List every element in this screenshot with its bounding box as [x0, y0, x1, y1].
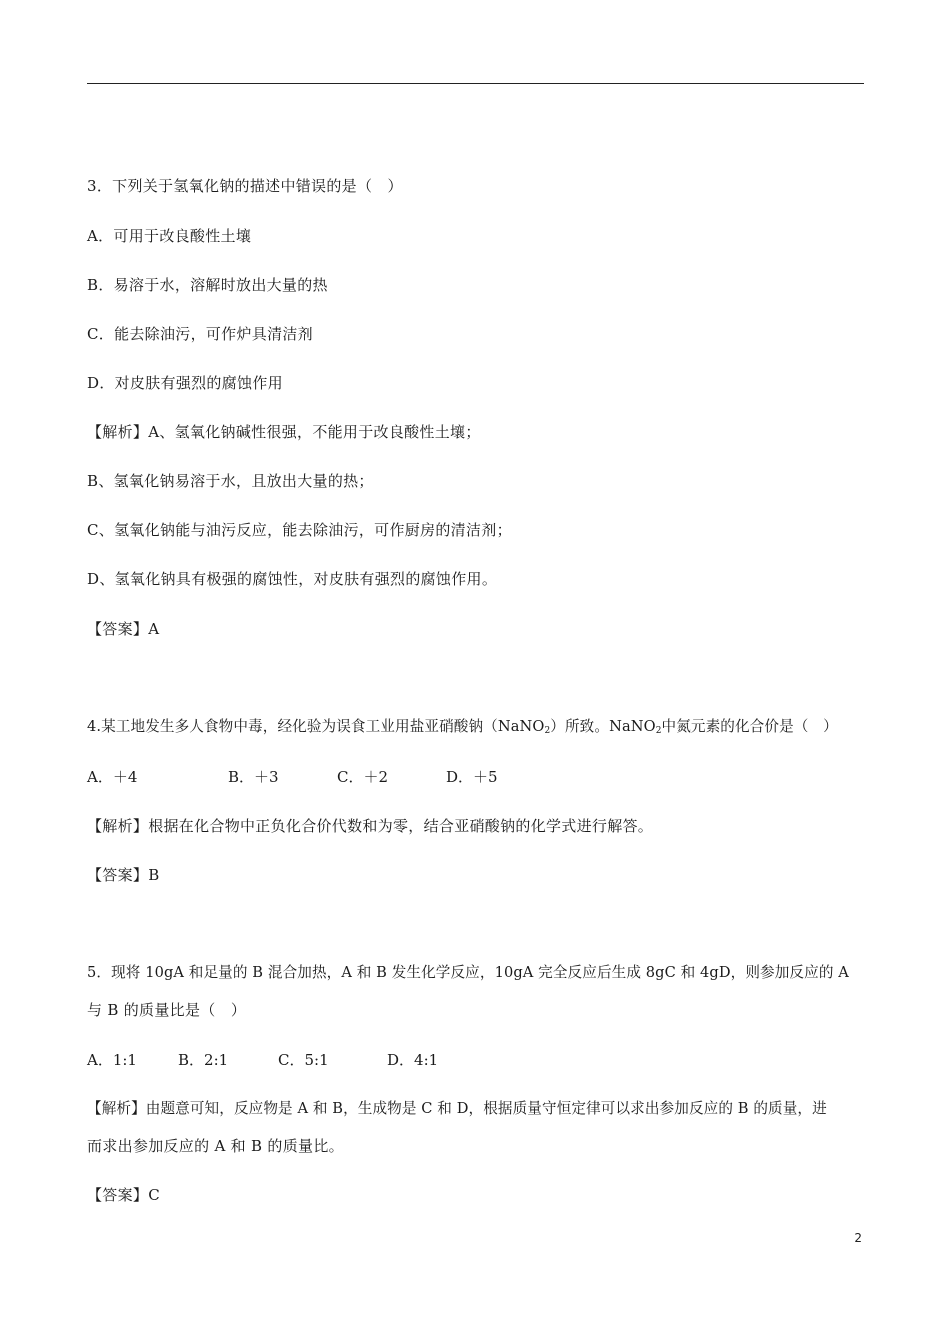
q4-option-a: A．＋4: [87, 768, 138, 786]
q3-option-c: C．能去除油污，可作炉具清洁剂: [87, 325, 313, 343]
q3-option-b: B．易溶于水，溶解时放出大量的热: [87, 276, 328, 294]
q5-option-a: A．1:1: [87, 1051, 137, 1069]
q5-option-b: B．2:1: [178, 1051, 229, 1069]
q4-answer: 【答案】B: [87, 866, 160, 884]
q3-analysis-line-2: B、氢氧化钠易溶于水，且放出大量的热；: [87, 472, 374, 490]
q4-stem-part-1: 4.某工地发生多人食物中毒，经化验为误食工业用盐亚硝酸钠（NaNO: [87, 718, 545, 735]
q3-stem: 3．下列关于氢氧化钠的描述中错误的是（ ）: [87, 177, 403, 195]
q5-analysis-line-2: 而求出参加反应的 A 和 B 的质量比。: [87, 1137, 344, 1155]
q4-stem-part-3: 中氮元素的化合价是（ ）: [661, 718, 838, 735]
q3-option-d: D．对皮肤有强烈的腐蚀作用: [87, 374, 283, 392]
q4-stem: [87, 717, 838, 737]
q4-stem-subscript-2: 2: [655, 726, 662, 736]
q4-stem-subscript-1: 2: [544, 726, 551, 736]
q5-analysis-line-1: 【解析】由题意可知，反应物是 A 和 B，生成物是 C 和 D，根据质量守恒定律可以求出参加反应的 B 的质量，进: [87, 1100, 827, 1117]
q3-option-a: A．可用于改良酸性土壤: [87, 227, 252, 245]
q3-analysis-line-1: 【解析】A、氢氧化钠碱性很强，不能用于改良酸性土壤；: [87, 423, 481, 441]
q5-option-d: D．4:1: [387, 1051, 439, 1069]
q4-option-d: D．＋5: [446, 768, 498, 786]
q3-analysis-line-3: C、氢氧化钠能与油污反应，能去除油污，可作厨房的清洁剂；: [87, 521, 512, 539]
page-number: 2: [854, 1231, 862, 1245]
q3-answer: 【答案】A: [87, 620, 160, 638]
header-rule: [87, 83, 864, 84]
q4-stem-part-2: ）所致。NaNO: [550, 718, 656, 735]
q5-option-c: C．5:1: [278, 1051, 329, 1069]
q5-stem-line-2: 与 B 的质量比是（ ）: [87, 1001, 247, 1019]
q4-option-c: C．＋2: [337, 768, 389, 786]
q5-stem-line-1: 5．现将 10gA 和足量的 B 混合加热，A 和 B 发生化学反应，10gA 完全反应后生成 8gC 和 4gD，则参加反应的 A: [87, 964, 849, 981]
q3-analysis-line-4: D、氢氧化钠具有极强的腐蚀性，对皮肤有强烈的腐蚀作用。: [87, 570, 498, 588]
q4-option-b: B．＋3: [228, 768, 279, 786]
q5-answer: 【答案】C: [87, 1186, 160, 1204]
q4-analysis: 【解析】根据在化合物中正负化合价代数和为零，结合亚硝酸钠的化学式进行解答。: [87, 817, 654, 835]
